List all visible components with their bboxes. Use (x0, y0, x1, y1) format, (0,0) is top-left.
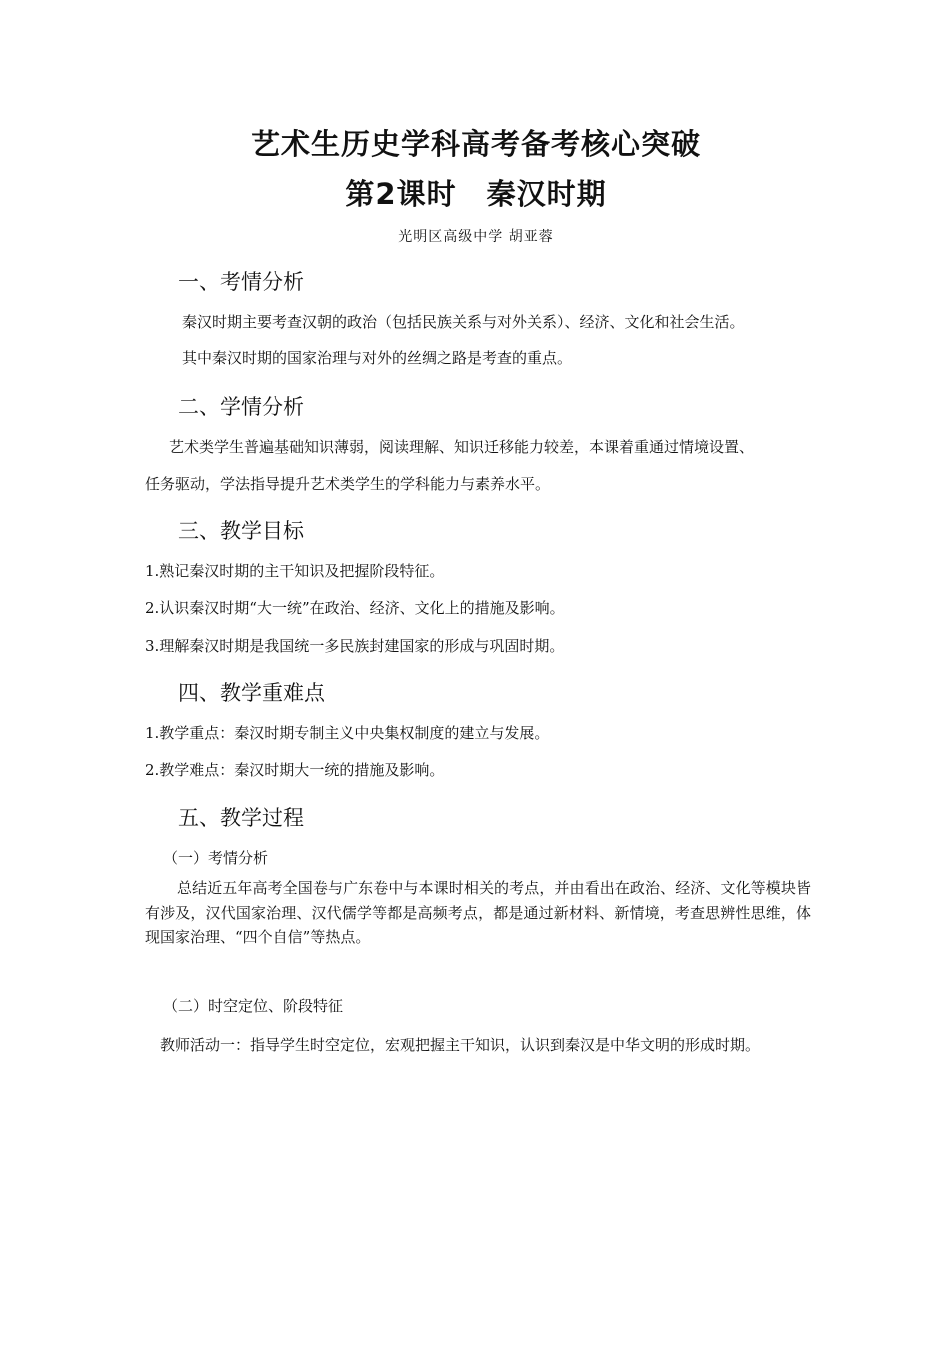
paragraph: 教师活动一：指导学生时空定位，宏观把握主干知识，认识到秦汉是中华文明的形成时期。 (160, 1036, 761, 1054)
paragraph: 秦汉时期主要考查汉朝的政治（包括民族关系与对外关系）、经济、文化和社会生活。 (182, 313, 745, 331)
paragraph: 艺术类学生普遍基础知识薄弱，阅读理解、知识迁移能力较差，本课着重通过情境设置、 (169, 438, 755, 456)
section-heading-exam-analysis: 一、考情分析 (178, 270, 304, 294)
list-item: 3.理解秦汉时期是我国统一多民族封建国家的形成与巩固时期。 (145, 637, 565, 655)
paragraph: 总结近五年高考全国卷与广东卷中与本课时相关的考点，并由看出在政治、经济、文化等模块皆有涉及，汉代国家治理、汉代儒学等都是高频考点，都是通过新材料、新情境，考查思辨性思维，体现国家治理、“四个自信”等热点。 (145, 879, 811, 946)
subsection-heading: （一）考情分析 (163, 849, 269, 867)
doc-title: 艺术生历史学科高考备考核心突破 (250, 127, 701, 161)
section-heading-student-analysis: 二、学情分析 (178, 395, 304, 419)
subsection-heading: （二）时空定位、阶段特征 (163, 997, 344, 1015)
paragraph: 其中秦汉时期的国家治理与对外的丝绸之路是考查的重点。 (182, 349, 573, 367)
list-item: 2.教学难点：秦汉时期大一统的措施及影响。 (145, 761, 445, 779)
list-item: 2.认识秦汉时期“大一统”在政治、经济、文化上的措施及影响。 (145, 599, 565, 617)
list-item: 1.熟记秦汉时期的主干知识及把握阶段特征。 (145, 562, 445, 580)
doc-subtitle: 第2课时 秦汉时期 (345, 177, 607, 211)
section-heading-key-points: 四、教学重难点 (178, 681, 325, 705)
paragraph: 任务驱动，学法指导提升艺术类学生的学科能力与素养水平。 (145, 475, 551, 493)
section-heading-teaching-goals: 三、教学目标 (178, 519, 304, 543)
section-heading-teaching-process: 五、教学过程 (178, 806, 304, 830)
list-item: 1.教学重点：秦汉时期专制主义中央集权制度的建立与发展。 (145, 724, 550, 742)
doc-author: 光明区高级中学 胡亚蓉 (398, 229, 554, 245)
